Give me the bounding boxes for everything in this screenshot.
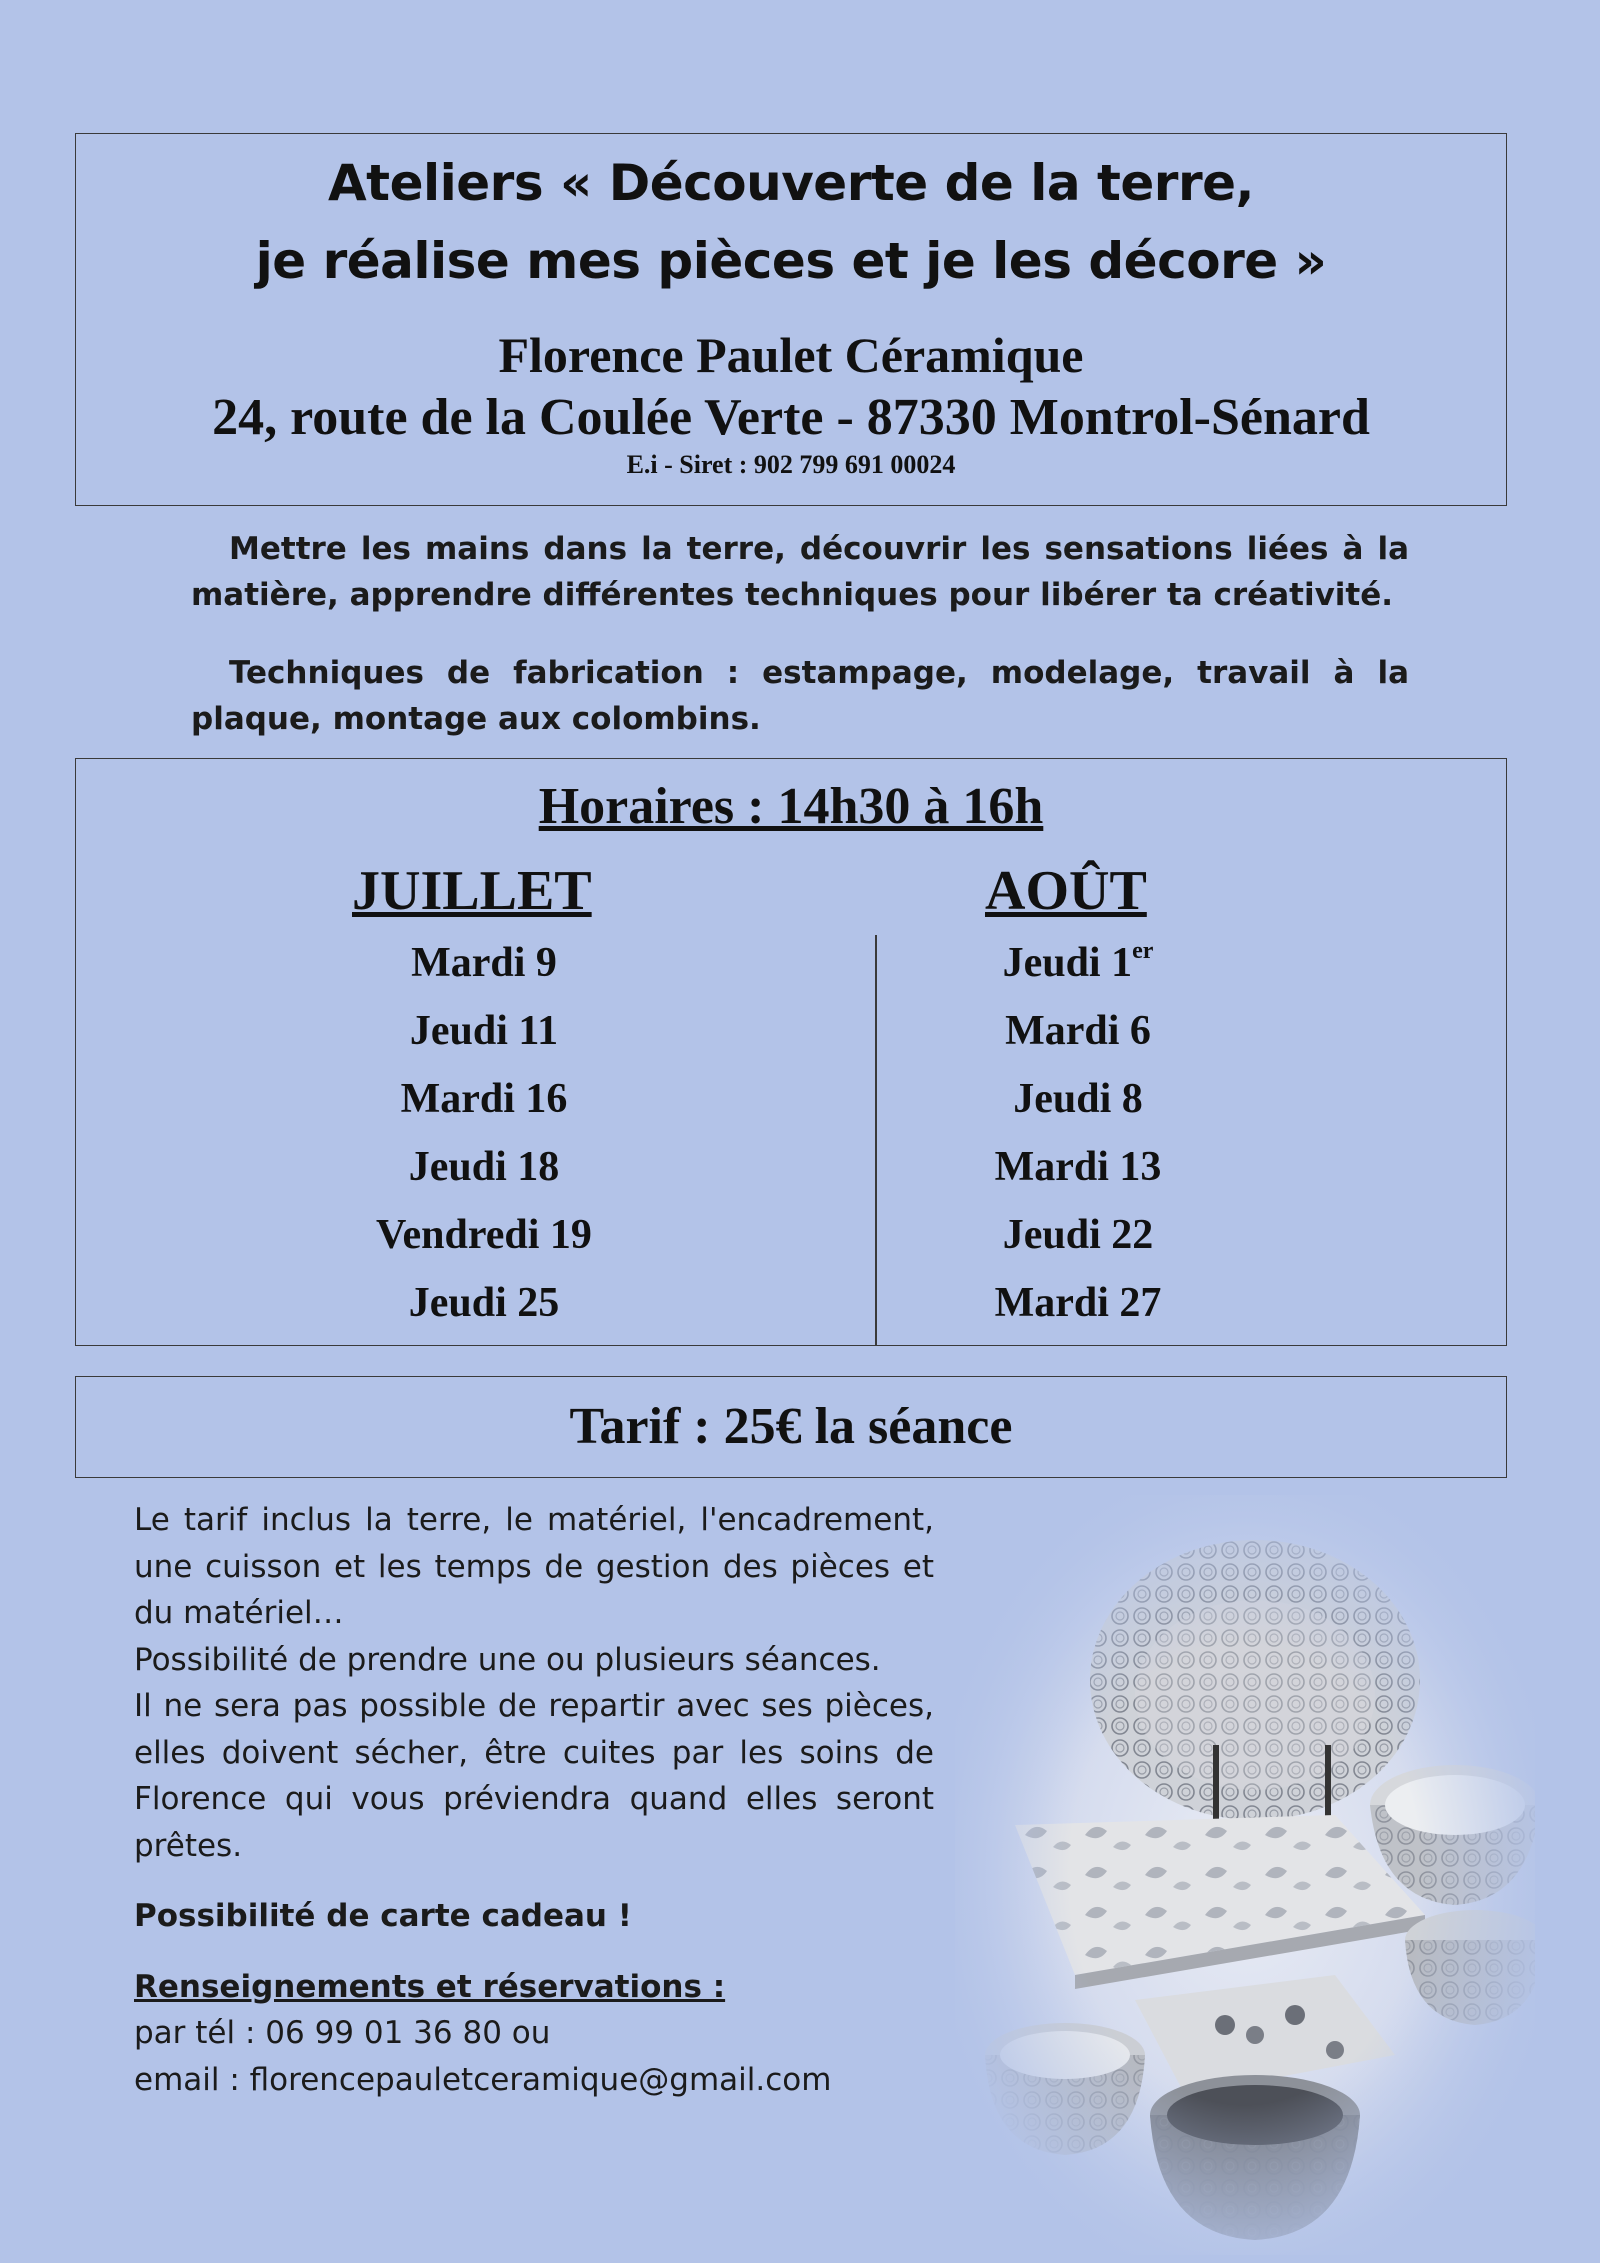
contact-heading: Renseignements et réservations : — [134, 1968, 726, 2005]
august-day: Jeudi 8 — [1013, 1076, 1143, 1122]
details-text — [134, 1497, 934, 2103]
intro-paragraph-2 — [191, 650, 1409, 742]
august-day: Mardi 27 — [994, 1280, 1162, 1326]
details-sessions: Possibilité de prendre une ou plusieurs séances. — [134, 1641, 881, 1678]
details-pickup: Il ne sera pas possible de repartir avec ses pièces, elles doivent sécher, être cuites par les soins de Florence qui vous préviendra quand elles seront prêtes. — [134, 1688, 934, 1864]
july-day: Jeudi 18 — [408, 1144, 560, 1190]
schedule-box — [75, 758, 1507, 1346]
july-days — [284, 929, 684, 1337]
july-day: Jeudi 11 — [409, 1008, 559, 1054]
ceramics-photo — [955, 1495, 1535, 2255]
title-line-1: Ateliers « Découverte de la terre, — [327, 154, 1255, 212]
header-box — [75, 133, 1507, 506]
contact-phone: par tél : 06 99 01 36 80 ou — [134, 2015, 551, 2051]
july-day: Mardi 16 — [400, 1076, 568, 1122]
july-day: Vendredi 19 — [376, 1212, 592, 1258]
title-line-2: je réalise mes pièces et je les décore » — [255, 232, 1327, 290]
month-august: AOÛT — [985, 860, 1147, 922]
gift-card-note: Possibilité de carte cadeau ! — [134, 1898, 632, 1934]
august-day-first — [878, 929, 1278, 997]
siret: E.i - Siret : 902 799 691 00024 — [626, 450, 956, 479]
studio-address: 24, route de la Coulée Verte - 87330 Montrol-Sénard — [212, 389, 1370, 446]
intro-text-2: Techniques de fabrication : estampage, modelage, travail à la plaque, montage aux colombins. — [191, 655, 1409, 737]
ordinal-suffix: er — [1132, 938, 1154, 964]
column-divider — [875, 935, 877, 1345]
tarif-box — [75, 1376, 1507, 1478]
july-day: Mardi 9 — [411, 940, 557, 986]
august-days — [878, 929, 1278, 1337]
details-pricing: Le tarif inclus la terre, le matériel, l'encadrement, une cuisson et les temps de gestion des pièces et du matériel… — [134, 1502, 934, 1631]
tarif-label: Tarif : 25€ la séance — [569, 1398, 1013, 1455]
august-day: Mardi 13 — [994, 1144, 1162, 1190]
august-first-day: Jeudi 1 — [1002, 940, 1133, 986]
july-day: Jeudi 25 — [408, 1280, 560, 1326]
month-july: JUILLET — [352, 860, 592, 922]
studio-name: Florence Paulet Céramique — [498, 327, 1084, 383]
intro-text-1: Mettre les mains dans la terre, découvrir les sensations liées à la matière, apprendre différentes techniques pour libérer ta créativité. — [191, 531, 1409, 613]
august-day: Jeudi 22 — [1002, 1212, 1154, 1258]
schedule-title: Horaires : 14h30 à 16h — [538, 778, 1044, 835]
contact-email: email : florencepauletceramique@gmail.com — [134, 2061, 832, 2098]
august-day: Mardi 6 — [1005, 1008, 1151, 1054]
intro-paragraph-1 — [191, 526, 1409, 618]
